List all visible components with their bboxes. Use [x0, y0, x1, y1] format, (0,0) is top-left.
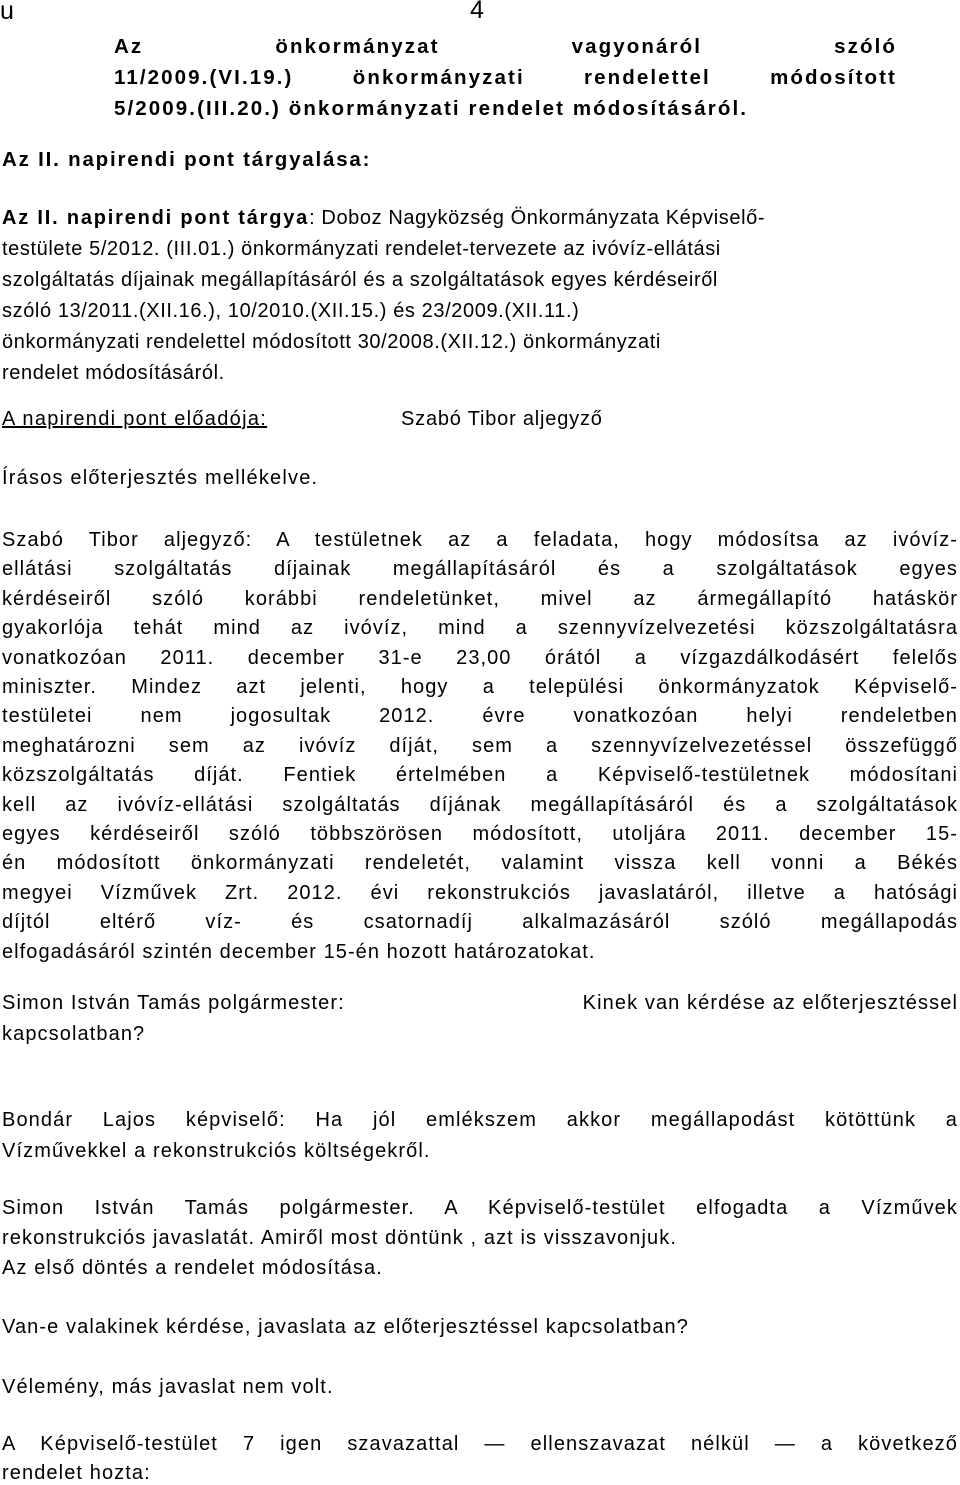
simon-line-3: Az első döntés a rendelet módosítása. — [2, 1257, 383, 1279]
paragraph-line: elfogadásáról szintén december 15-én hozott határozatokat. — [2, 940, 596, 963]
presenter — [2, 408, 603, 431]
paragraph-line: Szabó Tibor aljegyző: A testületnek az a feladata, hogy módosítsa az ivóvíz- — [2, 529, 958, 551]
presenter-label: A napirendi pont előadója: — [2, 408, 268, 430]
paragraph-line: én módosított önkormányzati rendeletét, valamint vissza kell vonni a Békés — [2, 852, 958, 875]
paragraph-line: miniszter. Mindez azt jelenti, hogy a települési önkormányzatok Képviselő- — [2, 676, 958, 699]
paragraph-line: ellátási szolgáltatás díjainak megállapításáról és a szolgáltatások egyes — [2, 558, 958, 581]
simon-line-1: Simon István Tamás polgármester. A Képviselő-testület elfogadta a Vízművek — [2, 1197, 958, 1219]
title-line-2: 11/2009.(VI.19.) önkormányzati rendelettel módosított — [114, 66, 897, 89]
title-line-3: 5/2009.(III.20.) önkormányzati rendelet módosításáról. — [114, 97, 749, 120]
topic-line-2: testülete 5/2012. (III.01.) önkormányzati rendelet-tervezete az ivóvíz-ellátási — [2, 238, 721, 260]
page-number: 4 — [470, 0, 484, 24]
question-continuation: kapcsolatban? — [2, 1023, 146, 1045]
bondar-line-2: Vízművekkel a rekonstrukciós költségekről. — [2, 1140, 431, 1162]
topic-label: Az II. napirendi pont tárgya — [2, 207, 310, 229]
bondar-line-1: Bondár Lajos képviselő: Ha jól emlékszem akkor megállapodást kötöttünk a — [2, 1109, 958, 1131]
result-line-2: rendelet hozta: — [2, 1462, 151, 1484]
question-text: Kinek van kérdése az előterjesztéssel — [582, 992, 958, 1014]
question-line — [2, 992, 958, 1015]
paragraph-line: vonatkozóan 2011. december 31-e 23,00 órától a vízgazdálkodásért felelős — [2, 646, 958, 669]
topic-line-5: önkormányzati rendelettel módosított 30/2008.(XII.12.) önkormányzati — [2, 331, 661, 353]
attachment-note: Írásos előterjesztés mellékelve. — [2, 467, 319, 489]
paragraph-line: kérdéseiről szóló korábbi rendeletünket, mivel az ármegállapító hatáskör — [2, 587, 958, 610]
vote-question: Van-e valakinek kérdése, javaslata az előterjesztéssel kapcsolatban? — [2, 1316, 689, 1338]
result-line-1: A Képviselő-testület 7 igen szavazattal — ellenszavazat nélkül — a következő — [2, 1433, 958, 1455]
question-speaker: Simon István Tamás polgármester: — [2, 992, 345, 1014]
paragraph-line: közszolgáltatás díját. Fentiek értelmében a Képviselő-testületnek módosítani — [2, 764, 958, 787]
paragraph-aljegyzo — [2, 526, 958, 967]
no-opinion: Vélemény, más javaslat nem volt. — [2, 1376, 334, 1398]
paragraph-line: kell az ivóvíz-ellátási szolgáltatás díjának megállapításáról és a szolgáltatások — [2, 793, 958, 816]
topic-line-3: szolgáltatás díjainak megállapításáról és a szolgáltatások egyes kérdéseiről — [2, 269, 718, 291]
corner-mark: u — [0, 0, 14, 25]
topic-text-1: : Doboz Nagyközség Önkormányzata Képviselő- — [309, 207, 766, 229]
topic-line-1 — [2, 203, 895, 234]
presenter-name: Szabó Tibor aljegyző — [401, 408, 603, 430]
title-line-1: Az önkormányzat vagyonáról szóló — [114, 35, 897, 58]
paragraph-line: testületei nem jogosultak 2012. évre vonatkozóan helyi rendeletben — [2, 705, 958, 728]
paragraph-line: megyei Vízművek Zrt. 2012. évi rekonstrukciós javaslatáról, illetve a hatósági — [2, 881, 958, 904]
topic-line-6: rendelet módosításáról. — [2, 362, 225, 384]
agenda-heading: Az II. napirendi pont tárgyalása: — [2, 148, 372, 171]
paragraph-line: meghatározni sem az ivóvíz díját, sem a szennyvízelvezetéssel összefüggő — [2, 734, 958, 757]
paragraph-line: egyes kérdéseiről szóló többszörösen módosított, utoljára 2011. december 15- — [2, 823, 958, 846]
paragraph-line: gyakorlója tehát mind az ivóvíz, mind a szennyvízelvezetési közszolgáltatásra — [2, 617, 958, 640]
paragraph-line: díjtól eltérő víz- és csatornadíj alkalmazásáról szóló megállapodás — [2, 911, 958, 934]
simon-line-2: rekonstrukciós javaslatát. Amiről most döntünk , azt is visszavonjuk. — [2, 1227, 678, 1249]
topic-line-4: szóló 13/2011.(XII.16.), 10/2010.(XII.15.) és 23/2009.(XII.11.) — [2, 300, 580, 322]
agenda-topic — [2, 203, 895, 389]
